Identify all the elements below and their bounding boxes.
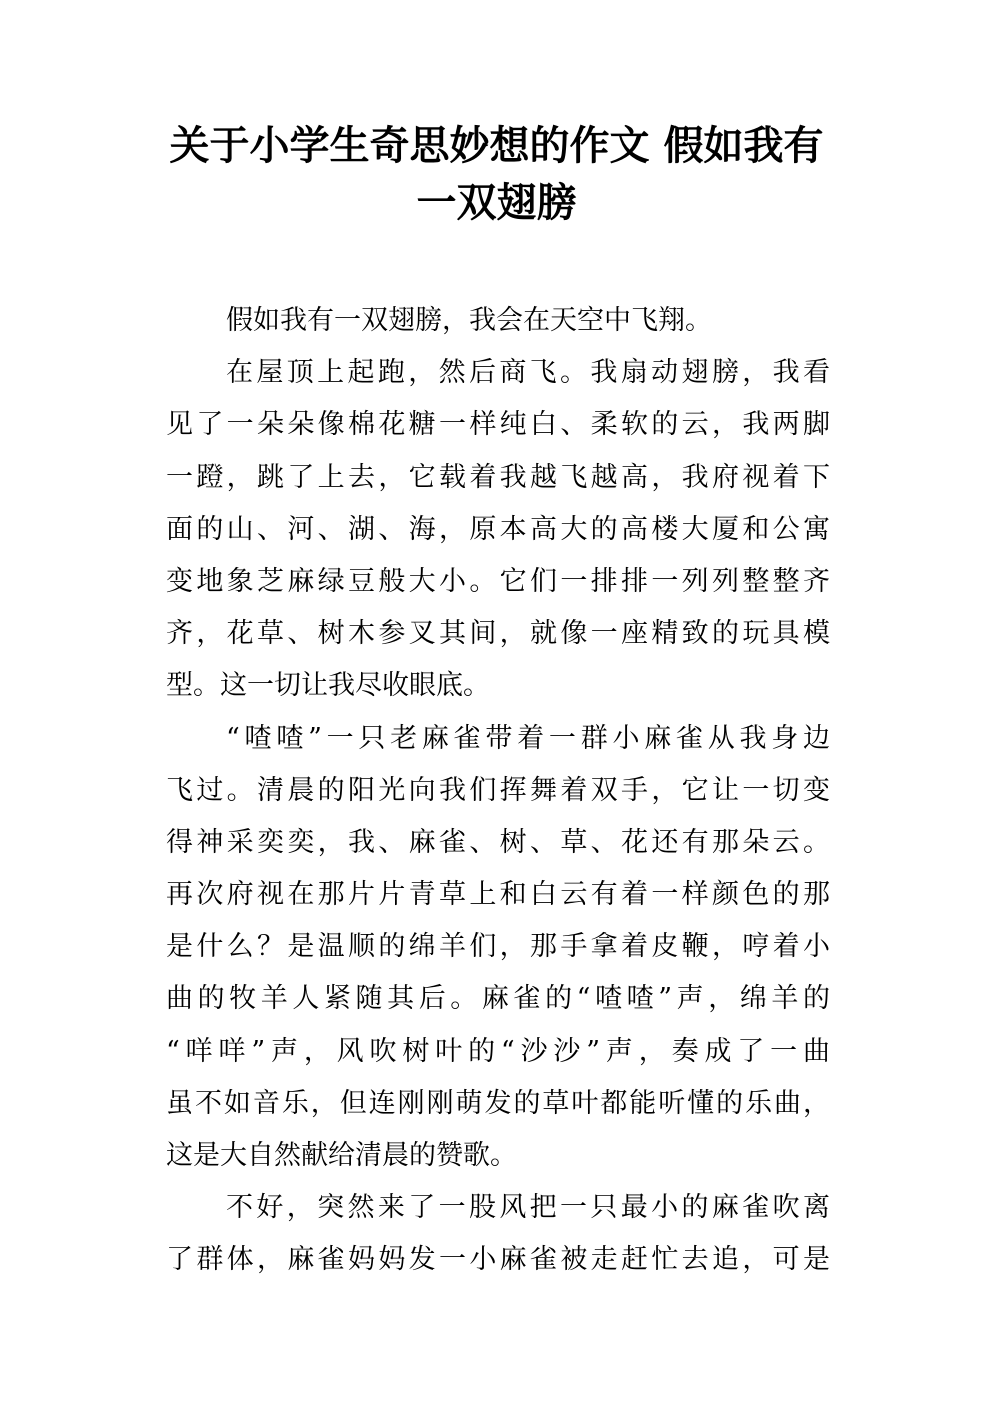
paragraph-2-line: 面的山、河、湖、海，原本高大的高楼大厦和公寓 <box>166 513 830 545</box>
paragraph-2-line: 一蹬，跳了上去，它载着我越飞越高，我府视着下 <box>166 461 830 493</box>
paragraph-3-line: “咩咩”声，风吹树叶的“沙沙”声，奏成了一曲 <box>166 1035 830 1067</box>
paragraph-3-line: 再次府视在那片片青草上和白云有着一样颜色的那 <box>166 879 830 911</box>
title-line-2: 一双翅膀 <box>416 180 577 226</box>
paragraph-4-line: 了群体，麻雀妈妈发一小麻雀被走赶忙去追，可是 <box>166 1244 830 1276</box>
document-title <box>140 118 853 232</box>
paragraph-3-line: 这是大自然献给清晨的赞歌。 <box>166 1140 517 1171</box>
paragraph-3-line: 虽不如音乐，但连刚刚萌发的草叶都能听懂的乐曲， <box>166 1087 830 1119</box>
paragraph-1-line: 假如我有一双翅膀，我会在天空中飞翔。 <box>226 305 712 336</box>
paragraph-2-line: 型。这一切让我尽收眼底。 <box>166 670 490 702</box>
paragraph-3-line: 得神采奕奕，我、麻雀、树、草、花还有那朵云。 <box>166 826 830 858</box>
paragraph-3-line: 是什么？是温顺的绵羊们，那手拿着皮鞭，哼着小 <box>166 931 830 963</box>
paragraph-2-line: 见了一朵朵像棉花糖一样纯白、柔软的云，我两脚 <box>166 409 830 441</box>
paragraph-2-line: 在屋顶上起跑，然后商飞。我扇动翅膀，我看 <box>226 357 830 389</box>
paragraph-4-line: 不好，突然来了一股风把一只最小的麻雀吹离 <box>226 1192 830 1224</box>
paragraph-2-line: 变地象芝麻绿豆般大小。它们一排排一列列整整齐 <box>166 565 830 597</box>
paragraph-2-line: 齐，花草、树木参叉其间，就像一座精致的玩具模 <box>166 618 830 650</box>
paragraph-3-line: “喳喳”一只老麻雀带着一群小麻雀从我身边 <box>226 722 830 754</box>
title-line-1: 关于小学生奇思妙想的作文 假如我有 <box>169 123 824 169</box>
paragraph-3-line: 飞过。清晨的阳光向我们挥舞着双手，它让一切变 <box>166 774 830 806</box>
document-body <box>166 295 830 1287</box>
paragraph-3-line: 曲的牧羊人紧随其后。麻雀的“喳喳”声，绵羊的 <box>166 983 830 1015</box>
